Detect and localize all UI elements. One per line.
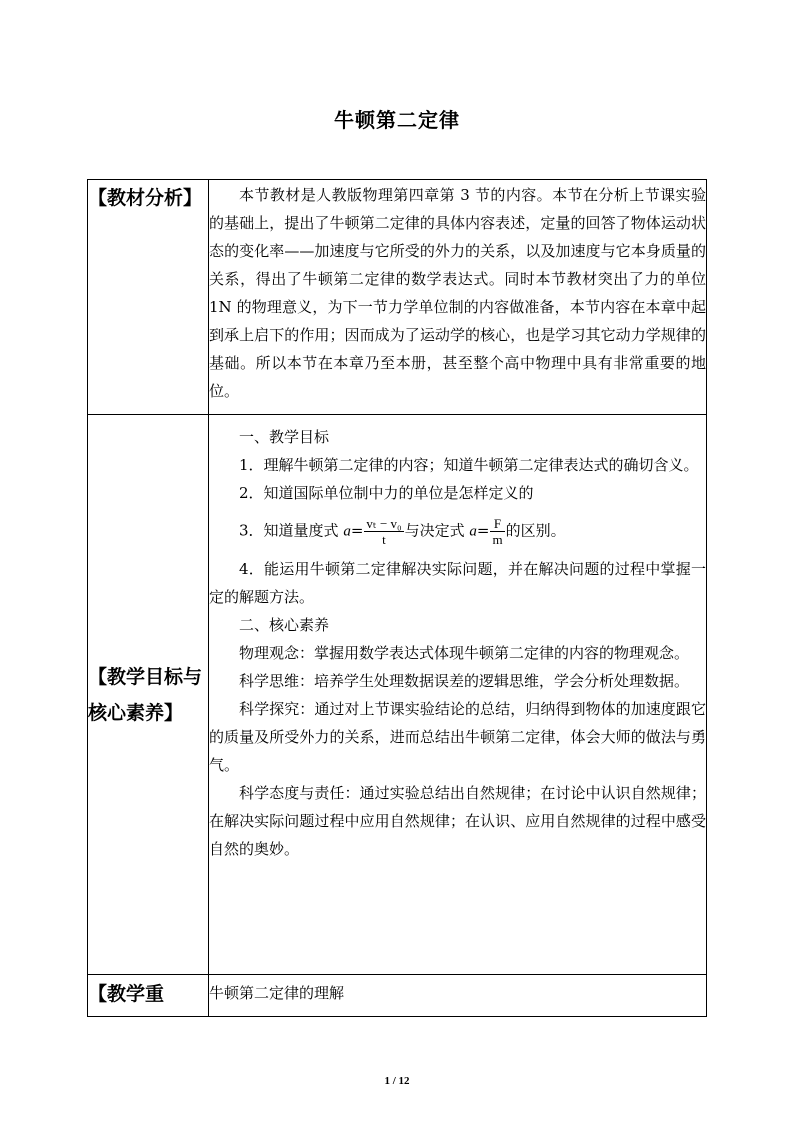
goal-item: 1．理解牛顿第二定律的内容；知道牛顿第二定律表达式的确切含义。 — [239, 456, 699, 474]
teaching-goals-content — [209, 415, 707, 975]
table-row — [88, 975, 707, 1017]
literacy-item: 物理观念：掌握用数学表达式体现牛顿第二定律的内容的物理观念。 — [239, 644, 690, 662]
page-title: 牛顿第二定律 — [334, 108, 460, 132]
page-number: 1 / 12 — [384, 1075, 410, 1087]
accel-symbol: a — [343, 523, 351, 540]
fraction-denominator: m — [492, 532, 503, 547]
formula-middle: 与决定式 — [404, 521, 470, 540]
key-points-content — [209, 975, 707, 1017]
literacy-item: 科学探究：通过对上节课实验结论的总结，归纳得到物体的加速度跟它的质量及所受外力的关系，进而总结出牛顿第二定律，体会大师的做法与勇气。 — [209, 700, 706, 774]
key-point-text: 牛顿第二定律的理解 — [209, 984, 345, 1002]
literacy-item: 科学思维：培养学生处理数据误差的逻辑思维，学会分析处理数据。 — [239, 672, 690, 690]
formula-prefix: 3．知道量度式 — [239, 521, 344, 540]
fraction-numerator: F — [490, 516, 504, 532]
fraction-denominator: t — [382, 532, 386, 547]
literacy-item: 科学态度与责任：通过实验总结出自然规律；在讨论中认识自然规律；在解决实际问题过程中应用自然规律；在认识、应用自然规律的过程中感受自然的奥妙。 — [209, 784, 706, 858]
formula-suffix: 的区别。 — [505, 521, 566, 540]
goal-item: 4．能运用牛顿第二定律解决实际问题，并在解决问题的过程中掌握一定的解题方法。 — [209, 560, 706, 606]
fraction-numerator: vₜ − v₀ — [366, 516, 402, 531]
table-row — [88, 415, 707, 975]
goal-item-formula — [209, 507, 706, 555]
defining-formula — [490, 516, 504, 547]
section-heading-goals: 一、教学目标 — [239, 428, 330, 446]
goal-item: 2．知道国际单位制中力的单位是怎样定义的 — [239, 484, 534, 502]
table-row — [88, 180, 707, 415]
accel-symbol: a — [469, 523, 477, 540]
row-label-teaching-goals: 【教学目标与核心素养】 — [88, 415, 209, 975]
measure-formula — [364, 516, 403, 547]
textbook-analysis-content — [209, 180, 707, 415]
equals-sign: = — [476, 521, 490, 540]
row-label-key-points: 【教学重 — [88, 975, 209, 1017]
row-label-textbook-analysis: 【教材分析】 — [88, 180, 209, 415]
equals-sign: = — [350, 521, 364, 540]
analysis-paragraph: 本节教材是人教版物理第四章第 3 节的内容。本节在分析上节课实验的基础上，提出了牛顿第二定律的具体内容表述，定量的回答了物体运动状态的变化率——加速度与它所受的外力的关系，以及加速度与它本身质量的关系，得出了牛顿第二定律的数学表达式。同时本节教材突出了力的单位 1N 的物理意义，为下一节力学单位制的内容做准备，本节内容在本章中起到承上启下的作用；因而成为了运动学的核心，也是学习其它动力学规律的基础。所以本节在本章乃至本册，甚至整个高中物理中具有非常重要的地位。 — [209, 186, 706, 400]
section-heading-literacy: 二、核心素养 — [239, 616, 330, 634]
lesson-plan-table — [87, 179, 707, 1017]
